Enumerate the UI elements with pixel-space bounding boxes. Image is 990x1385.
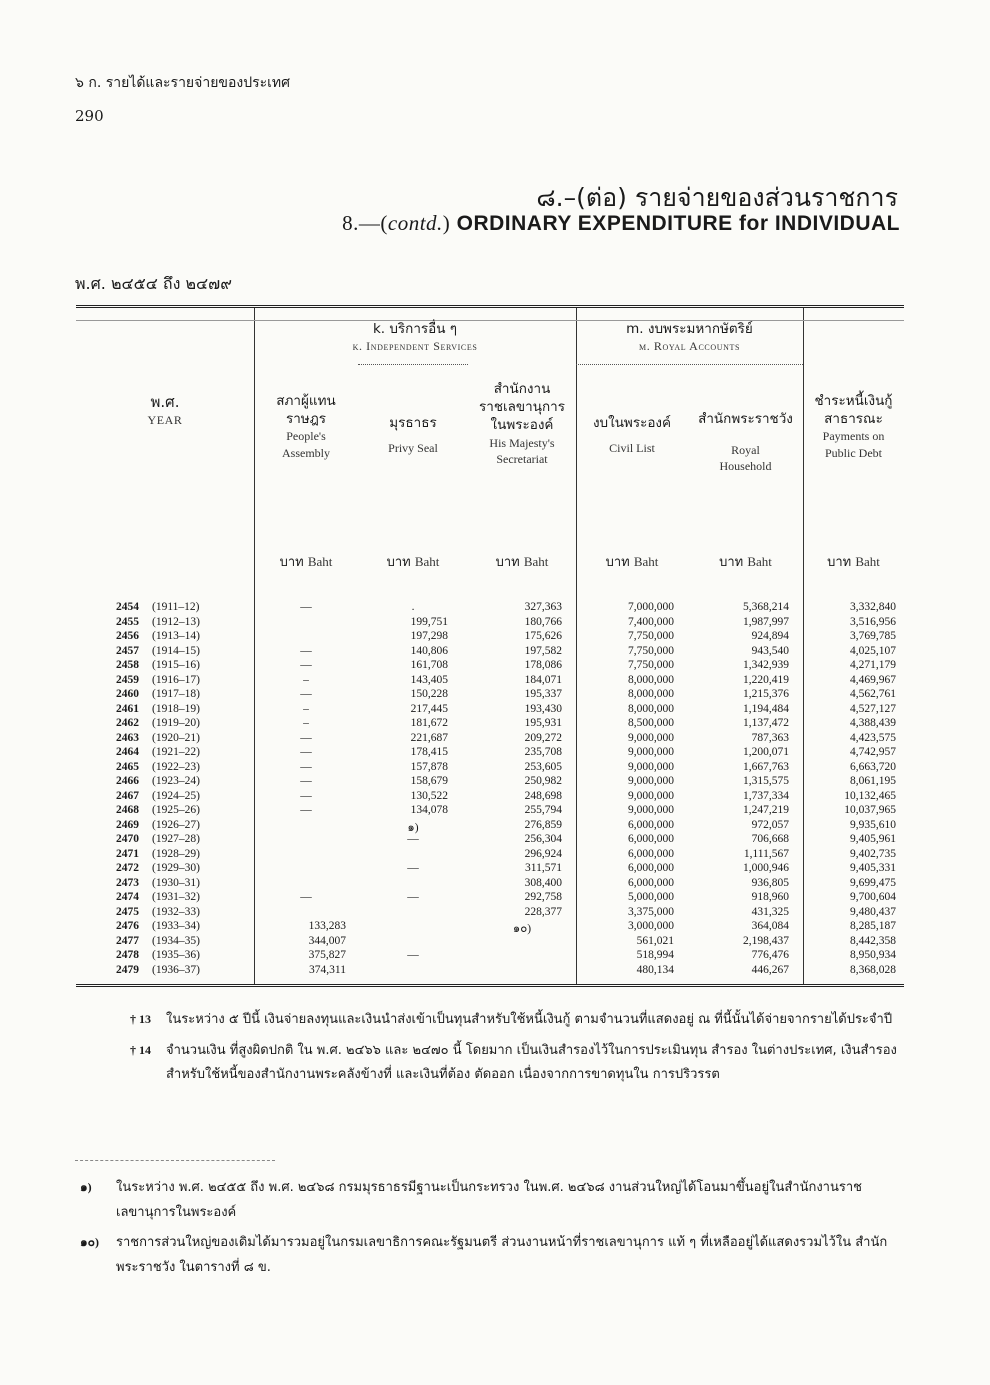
table-row: [76, 833, 904, 848]
year-ce: (1919–20): [152, 717, 200, 729]
year-be: 2461: [116, 702, 139, 715]
value-cell: 195,931: [524, 717, 562, 729]
value-cell: 9,402,735: [850, 847, 896, 860]
value-cell: —: [300, 644, 312, 657]
year-be: 2474: [116, 891, 139, 903]
value-cell: —: [300, 760, 312, 773]
year-be: 2464: [116, 746, 139, 758]
value-cell: 4,423,575: [850, 731, 896, 744]
value-cell: 1,315,575: [743, 775, 789, 787]
value-cell: 296,924: [524, 847, 562, 860]
year-ce: (1912–13): [152, 615, 200, 628]
year-cell: [116, 920, 256, 932]
value-cell: 248,698: [524, 789, 562, 802]
table-row: [76, 703, 904, 718]
year-ce: (1926–27): [152, 818, 200, 831]
year-be: 2471: [116, 847, 139, 860]
value-cell: 10,132,465: [844, 789, 896, 802]
year-be: 2470: [116, 833, 139, 845]
year-be: 2454: [116, 601, 139, 613]
year-cell: [116, 732, 256, 744]
table-row: [76, 848, 904, 863]
value-cell: 195,337: [524, 688, 562, 700]
value-cell: 6,000,000: [628, 818, 674, 831]
value-cell: ๑): [407, 821, 419, 834]
page-number: 290: [75, 107, 104, 125]
value-cell: 9,405,331: [850, 862, 896, 874]
year-cell: [116, 804, 256, 816]
year-ce: (1924–25): [152, 789, 200, 802]
table-row: [76, 877, 904, 892]
year-cell: [116, 935, 256, 947]
year-be: 2466: [116, 775, 139, 787]
column-header-public-debt: ชำระหนี้เงินกู้ สาธารณะ Payments on Public Debt: [814, 393, 893, 460]
year-cell: [116, 630, 256, 642]
value-cell: 7,000,000: [628, 601, 674, 613]
year-cell: [116, 717, 256, 729]
value-cell: 2,198,437: [743, 934, 789, 947]
year-be: 2459: [116, 673, 139, 686]
value-cell: 292,758: [524, 891, 562, 903]
year-cell: [116, 833, 256, 845]
column-header-civil-list: งบในพระองค์ Civil List: [592, 415, 672, 456]
unit-label: บาท Baht: [495, 554, 549, 570]
value-cell: 9,000,000: [628, 804, 674, 816]
value-cell: 8,442,358: [850, 934, 896, 947]
table-row: [76, 804, 904, 819]
year-be: 2468: [116, 804, 139, 816]
year-be: 2472: [116, 862, 139, 874]
value-cell: 9,700,604: [850, 891, 896, 903]
value-cell: 9,480,437: [850, 905, 896, 918]
table-row: [76, 616, 904, 631]
value-cell: 7,750,000: [628, 644, 674, 657]
value-cell: 9,000,000: [628, 775, 674, 787]
value-cell: 255,794: [524, 804, 562, 816]
value-cell: 706,668: [751, 833, 789, 845]
value-cell: —: [407, 891, 419, 903]
year-ce: (1915–16): [152, 659, 200, 671]
year-cell: [116, 703, 256, 715]
table-row: [76, 949, 904, 964]
value-cell: 1,000,946: [743, 862, 789, 874]
year-be: 2457: [116, 644, 139, 657]
value-cell: 184,071: [524, 673, 562, 686]
year-ce: (1935–36): [152, 949, 200, 961]
table-row: [76, 601, 904, 616]
value-cell: 5,368,214: [743, 601, 789, 613]
value-cell: 6,000,000: [628, 876, 674, 889]
year-ce: (1930–31): [152, 876, 200, 889]
footnote-10: ๑๐) ราชการส่วนใหญ่ของเดิมได้มารวมอยู่ในกรมเลขาธิการคณะรัฐมนตรี ส่วนงานหน้าที่ราชเลขานุการ แท้ ๆ ที่เหลืออยู่ได้แสดงรวมไว้ใน สำนักพระราชวัง ในตารางที่ ๘ ข.: [80, 1235, 888, 1276]
column-header-privy-seal: มุรธาธร Privy Seal: [388, 415, 438, 456]
table-row: [76, 746, 904, 761]
value-cell: 4,388,439: [850, 717, 896, 729]
value-cell: 130,522: [410, 789, 448, 802]
value-cell: 3,332,840: [850, 601, 896, 613]
year-ce: (1934–35): [152, 934, 200, 947]
year-be: 2463: [116, 731, 139, 744]
value-cell: —: [300, 659, 312, 671]
year-be: 2455: [116, 615, 139, 628]
year-cell: [116, 819, 256, 831]
value-cell: 518,994: [636, 949, 674, 961]
value-cell: 276,859: [524, 818, 562, 831]
value-cell: 3,000,000: [628, 920, 674, 932]
year-ce: (1918–19): [152, 702, 200, 715]
table-row: [76, 630, 904, 645]
value-cell: 6,663,720: [850, 760, 896, 773]
value-cell: 8,000,000: [628, 688, 674, 700]
value-cell: 7,400,000: [628, 615, 674, 628]
unit-label: บาท Baht: [827, 554, 880, 570]
value-cell: 1,987,997: [743, 615, 789, 628]
table-row: [76, 862, 904, 877]
value-cell: 308,400: [524, 876, 562, 889]
year-cell: [116, 891, 256, 903]
value-cell: 4,271,179: [850, 659, 896, 671]
value-cell: 1,220,419: [743, 673, 789, 686]
value-cell: —: [300, 746, 312, 758]
value-cell: 972,057: [751, 818, 789, 831]
year-cell: [116, 659, 256, 671]
table-row: [76, 920, 904, 935]
year-be: 2475: [116, 905, 139, 918]
value-cell: –: [303, 673, 309, 686]
value-cell: 133,283: [308, 920, 346, 932]
value-cell: 9,000,000: [628, 746, 674, 758]
year-ce: (1917–18): [152, 688, 200, 700]
value-cell: 256,304: [524, 833, 562, 845]
value-cell: 3,769,785: [850, 630, 896, 642]
value-cell: 9,000,000: [628, 760, 674, 773]
table-row: [76, 891, 904, 906]
year-be: 2460: [116, 688, 139, 700]
value-cell: 9,000,000: [628, 789, 674, 802]
value-cell: 3,516,956: [850, 615, 896, 628]
value-cell: 4,562,761: [850, 688, 896, 700]
value-cell: 776,476: [751, 949, 789, 961]
year-ce: (1913–14): [152, 630, 200, 642]
section-label: ๖ ก. รายได้และรายจ่ายของประเทศ: [75, 75, 291, 91]
year-ce: (1921–22): [152, 746, 200, 758]
year-cell: [116, 645, 256, 657]
column-header-peoples-assembly: สภาผู้แทน ราษฎร People's Assembly: [276, 393, 336, 460]
table-row: [76, 688, 904, 703]
table-row: [76, 645, 904, 660]
value-cell: 197,582: [524, 644, 562, 657]
value-cell: 787,363: [751, 731, 789, 744]
note-13: † 13 ในระหว่าง ๕ ปีนี้ เงินจ่ายลงทุนและเงินนำส่งเข้าเป็นทุนสำหรับใช้หนี้เงินกู้ ตามจำนวนที่แสดงอยู่ ณ ที่นี้นั้นได้จ่ายจากรายได้ประจำปี: [130, 1012, 893, 1027]
value-cell: 1,247,219: [743, 804, 789, 816]
value-cell: —: [407, 862, 419, 874]
value-cell: 1,137,472: [743, 717, 789, 729]
table-title-english: 8.—(contd.) ORDINARY EXPENDITURE for INDIVIDUAL: [342, 211, 900, 235]
value-cell: 1,194,484: [743, 702, 789, 715]
value-cell: 7,750,000: [628, 630, 674, 642]
year-ce: (1929–30): [152, 862, 200, 874]
footnotes-section: [80, 1176, 920, 1287]
year-be: 2477: [116, 934, 139, 947]
value-cell: 175,626: [524, 630, 562, 642]
table-row: [76, 674, 904, 689]
year-cell: [116, 775, 256, 787]
year-be: 2473: [116, 876, 139, 889]
table-row: [76, 761, 904, 776]
year-cell: [116, 746, 256, 758]
value-cell: 178,415: [410, 746, 448, 758]
value-cell: 1,667,763: [743, 760, 789, 773]
year-be: 2456: [116, 630, 139, 642]
value-cell: 8,285,187: [850, 920, 896, 932]
period-label: พ.ศ. ๒๔๕๔ ถึง ๒๔๗๙: [75, 274, 232, 293]
year-column-header: พ.ศ. YEAR: [147, 393, 183, 428]
value-cell: 180,766: [524, 615, 562, 628]
year-be: 2458: [116, 659, 139, 671]
year-ce: (1920–21): [152, 731, 200, 744]
value-cell: 193,430: [524, 702, 562, 715]
value-cell: 943,540: [751, 644, 789, 657]
value-cell: 3,375,000: [628, 905, 674, 918]
value-cell: 431,325: [751, 905, 789, 918]
value-cell: 344,007: [308, 934, 346, 947]
year-ce: (1933–34): [152, 920, 200, 932]
group-header-royal-accounts: m. งบพระมหากษัตริย์ m. Royal Accounts: [626, 321, 753, 354]
year-cell: [116, 616, 256, 628]
table-row: [76, 819, 904, 834]
notes-section: [130, 1008, 920, 1094]
value-cell: 446,267: [751, 963, 789, 976]
value-cell: 374,311: [309, 963, 346, 976]
year-be: 2462: [116, 717, 139, 729]
year-cell: [116, 906, 256, 918]
value-cell: 9,405,961: [850, 833, 896, 845]
year-be: 2479: [116, 963, 139, 976]
year-be: 2467: [116, 789, 139, 802]
year-cell: [116, 877, 256, 889]
value-cell: 10,037,965: [844, 804, 896, 816]
value-cell: –: [303, 717, 309, 729]
value-cell: —: [300, 789, 312, 802]
value-cell: 918,960: [751, 891, 789, 903]
year-cell: [116, 674, 256, 686]
value-cell: 936,805: [751, 876, 789, 889]
table-row: [76, 906, 904, 921]
table-row: [76, 732, 904, 747]
year-ce: (1925–26): [152, 804, 200, 816]
value-cell: 1,111,567: [743, 847, 789, 860]
value-cell: 181,672: [410, 717, 448, 729]
value-cell: 1,342,939: [743, 659, 789, 671]
value-cell: .: [411, 601, 415, 613]
year-be: 2476: [116, 920, 139, 932]
table-row: [76, 717, 904, 732]
value-cell: —: [407, 833, 419, 845]
value-cell: 8,368,028: [850, 963, 896, 976]
value-cell: 6,000,000: [628, 833, 674, 845]
unit-label: บาท Baht: [719, 554, 772, 570]
value-cell: 364,084: [751, 920, 789, 932]
year-ce: (1931–32): [152, 891, 200, 903]
value-cell: 1,737,334: [743, 789, 789, 802]
value-cell: 375,827: [308, 949, 346, 961]
table-body: [76, 601, 904, 978]
year-cell: [116, 761, 256, 773]
value-cell: 8,500,000: [628, 717, 674, 729]
value-cell: —: [407, 949, 419, 961]
value-cell: 8,000,000: [628, 702, 674, 715]
column-header-royal-household: สำนักพระราชวัง Royal Household: [698, 411, 793, 474]
value-cell: 9,000,000: [628, 731, 674, 744]
value-cell: 4,742,957: [850, 746, 896, 758]
value-cell: 134,078: [410, 804, 448, 816]
value-cell: 150,228: [410, 688, 448, 700]
table-title-thai: ๘.–(ต่อ) รายจ่ายของส่วนราชการ: [536, 183, 898, 212]
value-cell: 9,935,610: [850, 818, 896, 831]
value-cell: 253,605: [524, 760, 562, 773]
expenditure-table: [76, 305, 904, 987]
value-cell: —: [300, 775, 312, 787]
value-cell: 9,699,475: [850, 876, 896, 889]
value-cell: 221,687: [410, 731, 448, 744]
column-header-secretariat: สำนักงาน ราชเลขานุการ ในพระองค์ His Majesty's Secretariat: [479, 381, 565, 466]
value-cell: 561,021: [636, 934, 674, 947]
year-cell: [116, 790, 256, 802]
value-cell: 8,061,195: [850, 775, 896, 787]
group-header-independent-services: k. บริการอื่น ๆ k. Independent Services: [352, 321, 478, 354]
table-row: [76, 775, 904, 790]
value-cell: 143,405: [410, 673, 448, 686]
year-ce: (1914–15): [152, 644, 200, 657]
value-cell: 6,000,000: [628, 862, 674, 874]
value-cell: 1,215,376: [743, 688, 789, 700]
year-ce: (1911–12): [152, 601, 200, 613]
value-cell: 250,982: [524, 775, 562, 787]
value-cell: 7,750,000: [628, 659, 674, 671]
value-cell: 4,025,107: [850, 644, 896, 657]
value-cell: 199,751: [410, 615, 448, 628]
value-cell: 8,950,934: [850, 949, 896, 961]
value-cell: 6,000,000: [628, 847, 674, 860]
year-ce: (1923–24): [152, 775, 200, 787]
value-cell: —: [300, 688, 312, 700]
table-row: [76, 964, 904, 979]
year-ce: (1936–37): [152, 963, 200, 976]
unit-label: บาท Baht: [386, 554, 440, 570]
value-cell: 8,000,000: [628, 673, 674, 686]
value-cell: 4,469,967: [850, 673, 896, 686]
value-cell: 924,894: [751, 630, 789, 642]
note-14: † 14 จำนวนเงิน ที่สูงผิดปกติ ใน พ.ศ. ๒๔๖๖ และ ๒๔๗๐ นี้ โดยมาก เป็นเงินสำรองไว้ในการประเมินทุน สำรอง ในต่างประเทศ, เงินสำรองสำหรับใช้หนี้ของสำนักงานพระคลังข้างที่ และเงินที่ต้อง ตัดออก เนื่องจากการขาดทุนใน การปริวรรต: [130, 1042, 897, 1083]
table-row: [76, 935, 904, 950]
year-be: 2469: [116, 818, 139, 831]
value-cell: 1,200,071: [743, 746, 789, 758]
year-cell: [116, 862, 256, 874]
value-cell: —: [300, 891, 312, 903]
value-cell: 197,298: [410, 630, 448, 642]
value-cell: 327,363: [524, 601, 562, 613]
value-cell: —: [300, 601, 312, 613]
value-cell: 235,708: [524, 746, 562, 758]
year-be: 2478: [116, 949, 139, 961]
value-cell: 178,086: [524, 659, 562, 671]
value-cell: 4,527,127: [850, 702, 896, 715]
year-cell: [116, 964, 256, 976]
value-cell: ๑๐): [512, 923, 532, 935]
year-ce: (1932–33): [152, 905, 200, 918]
unit-label: บาท Baht: [279, 554, 333, 570]
year-ce: (1927–28): [152, 833, 200, 845]
value-cell: 158,679: [410, 775, 448, 787]
value-cell: 161,708: [410, 659, 448, 671]
value-cell: 480,134: [636, 963, 674, 976]
footnote-9: ๑) ในระหว่าง พ.ศ. ๒๔๕๕ ถึง พ.ศ. ๒๔๖๘ กรมมุรธาธรมีฐานะเป็นกระทรวง ในพ.ศ. ๒๔๖๘ งานส่วนใหญ่ได้โอนมาขึ้นอยู่ในสำนักงานราชเลขานุการในพระองค์: [80, 1180, 862, 1220]
value-cell: —: [300, 804, 312, 816]
value-cell: –: [303, 702, 309, 715]
year-cell: [116, 848, 256, 860]
value-cell: 157,878: [410, 760, 448, 773]
value-cell: 140,806: [410, 644, 448, 657]
year-cell: [116, 601, 256, 613]
footnote-divider: [75, 1160, 275, 1161]
value-cell: 209,272: [524, 731, 562, 744]
table-row: [76, 659, 904, 674]
table-row: [76, 790, 904, 805]
year-cell: [116, 688, 256, 700]
value-cell: 217,445: [410, 702, 448, 715]
year-ce: (1916–17): [152, 673, 200, 686]
year-ce: (1928–29): [152, 847, 200, 860]
year-be: 2465: [116, 760, 139, 773]
value-cell: 5,000,000: [628, 891, 674, 903]
unit-label: บาท Baht: [605, 554, 659, 570]
value-cell: 311,571: [525, 862, 562, 874]
year-cell: [116, 949, 256, 961]
year-ce: (1922–23): [152, 760, 200, 773]
value-cell: —: [300, 731, 312, 744]
value-cell: 228,377: [524, 905, 562, 918]
